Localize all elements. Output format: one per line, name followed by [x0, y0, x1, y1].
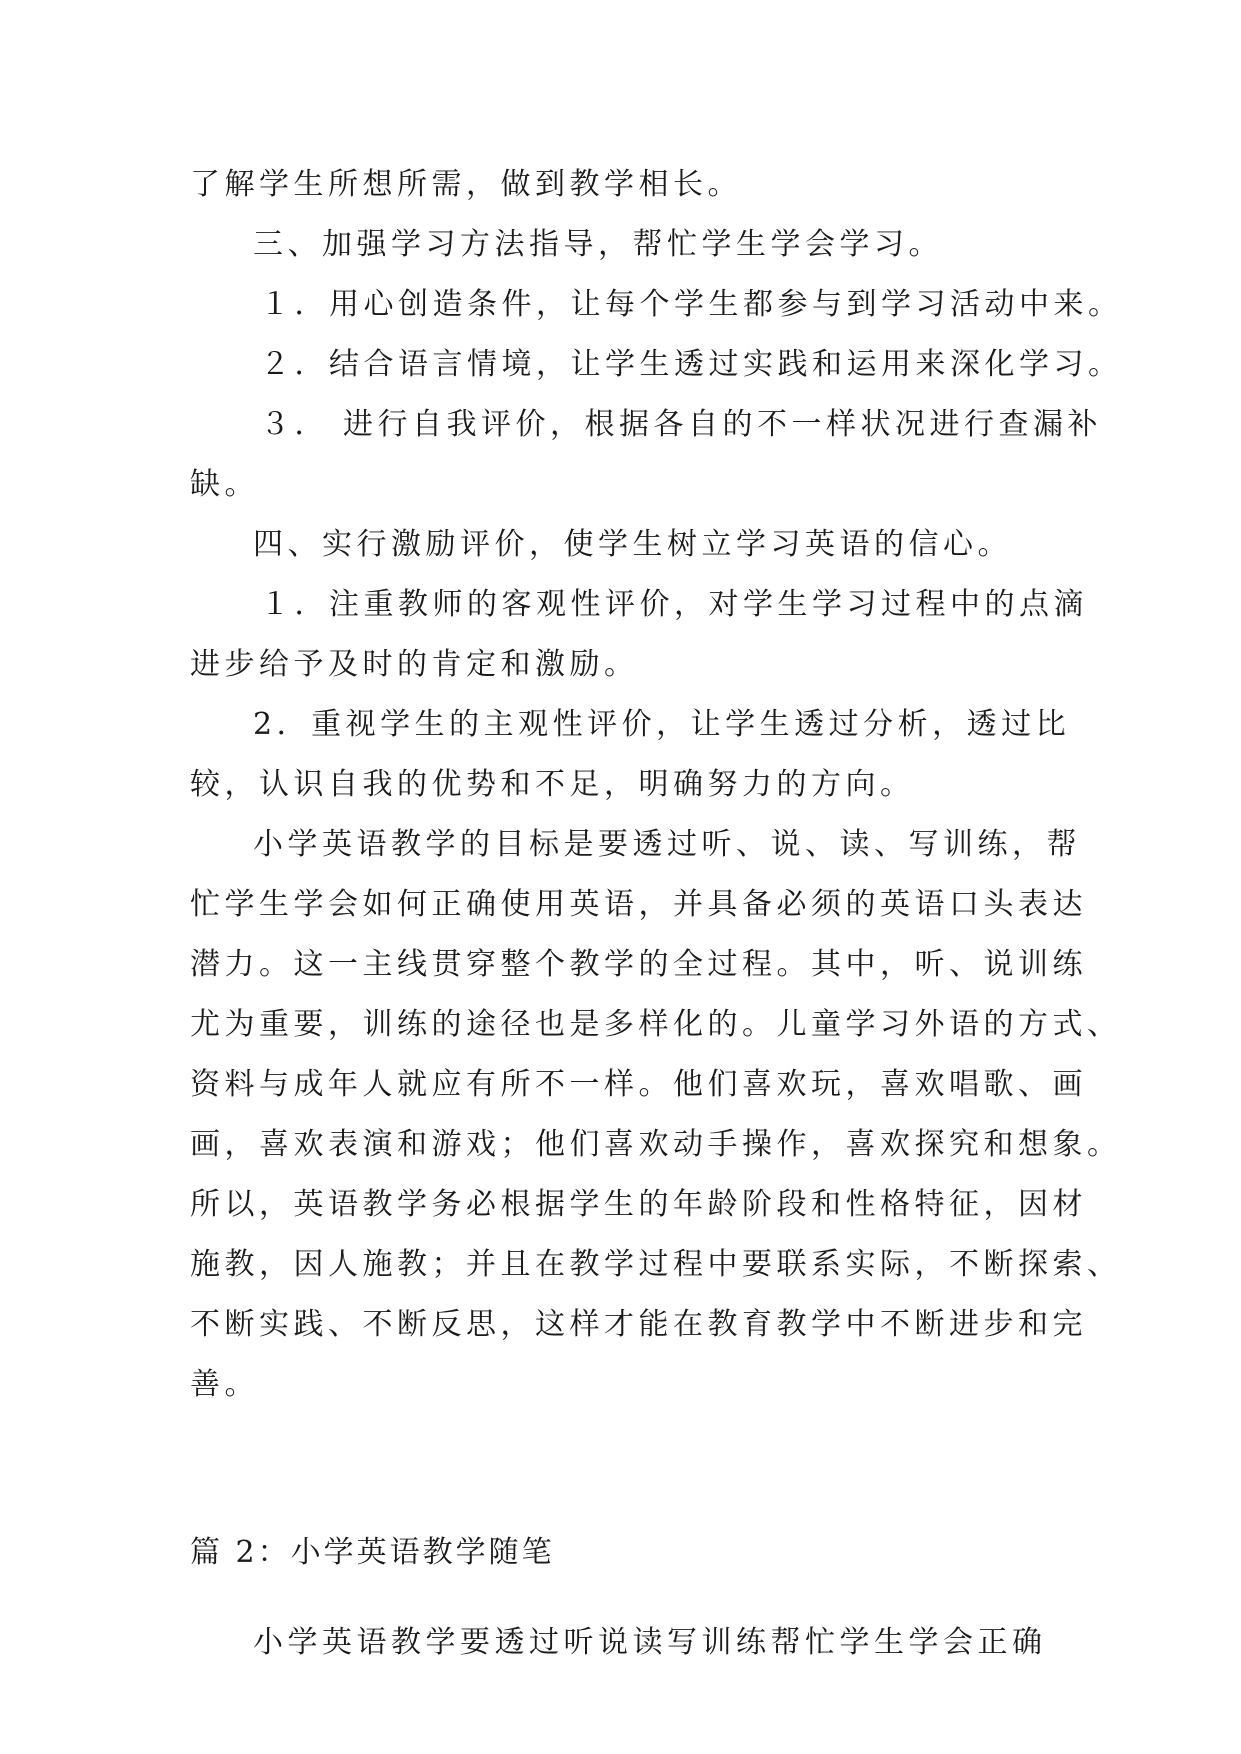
paragraph-line: 画，喜欢表演和游戏；他们喜欢动手操作，喜欢探究和想象。 — [190, 1127, 1122, 1162]
paragraph-line: 进步给予及时的肯定和激励。 — [190, 647, 639, 682]
paragraph-start: 小学英语教学要透过听说读写训练帮忙学生学会正确 — [253, 1625, 1047, 1660]
paragraph-line: 善。 — [190, 1367, 259, 1402]
list-item-2: ２．结合语言情境，让学生透过实践和运用来深化学习。 — [260, 347, 1123, 382]
list-item-1: １．用心创造条件，让每个学生都参与到学习活动中来。 — [260, 287, 1123, 322]
paragraph-line: 施教，因人施教；并且在教学过程中要联系实际，不断探索、 — [190, 1247, 1122, 1282]
paragraph-line: 资料与成年人就应有所不一样。他们喜欢玩，喜欢唱歌、画 — [190, 1067, 1087, 1102]
document-page — [190, 155, 1123, 1673]
paragraph-line: 所以，英语教学务必根据学生的年龄阶段和性格特征，因材 — [190, 1187, 1087, 1222]
section-gap — [190, 1415, 1050, 1493]
list-item-2: 2．重视学生的主观性评价，让学生透过分析，透过比 — [253, 707, 1071, 742]
paragraph-line: 缺。 — [190, 467, 259, 502]
paragraph-line: 较，认识自我的优势和不足，明确努力的方向。 — [190, 767, 915, 802]
paragraph-start: 小学英语教学的目标是要透过听、说、读、写训练，帮 — [253, 827, 1081, 862]
paragraph-line: 潜力。这一主线贯穿整个教学的全过程。其中，听、说训练 — [190, 947, 1087, 982]
article-heading: 篇 2：小学英语教学随笔 — [190, 1535, 555, 1570]
section-heading-4: 四、实行激励评价，使学生树立学习英语的信心。 — [253, 527, 1012, 562]
paragraph-line: 忙学生学会如何正确使用英语，并具备必须的英语口头表达 — [190, 887, 1087, 922]
paragraph-line: 了解学生所想所需，做到教学相长。 — [190, 167, 742, 202]
section-heading-3: 三、加强学习方法指导，帮忙学生学会学习。 — [253, 227, 943, 262]
list-item-3: ３． 进行自我评价，根据各自的不一样状况进行查漏补 — [260, 407, 1103, 442]
list-item-1: １．注重教师的客观性评价，对学生学习过程中的点滴 — [260, 587, 1088, 622]
paragraph-line: 尤为重要，训练的途径也是多样化的。儿童学习外语的方式、 — [190, 1007, 1122, 1042]
paragraph-line: 不断实践、不断反思，这样才能在教育教学中不断进步和完 — [190, 1307, 1087, 1342]
